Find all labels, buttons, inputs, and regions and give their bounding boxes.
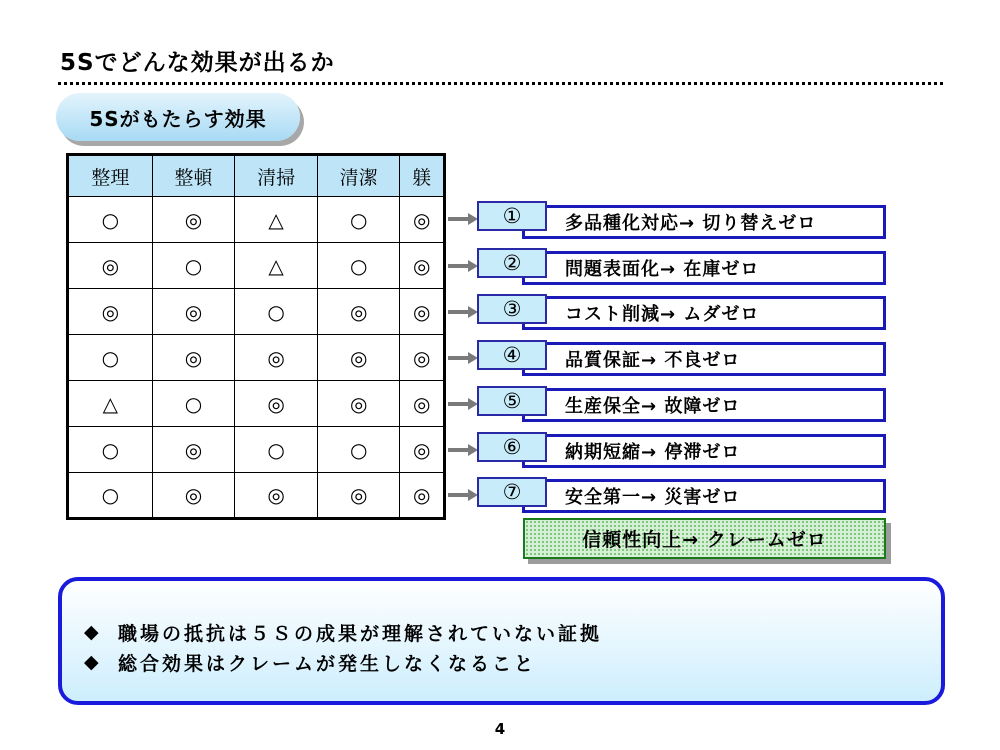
effect-box: 生産保全→ 故障ゼロ	[522, 388, 886, 422]
effect-box: 品質保証→ 不良ゼロ	[522, 342, 886, 376]
effect-box: 安全第一→ 災害ゼロ	[522, 479, 886, 513]
arrow-right-icon	[448, 397, 478, 411]
page-number: 4	[494, 720, 506, 738]
table-cell: ○	[152, 381, 235, 427]
table-cell: ◎	[152, 473, 235, 519]
effect-box: 多品種化対応→ 切り替えゼロ	[522, 205, 886, 239]
table-cell: ◎	[317, 381, 400, 427]
column-header: 清掃	[235, 155, 318, 197]
effect-number-badge: ④	[477, 340, 547, 370]
table-cell: ◎	[400, 197, 445, 243]
effect-number-badge: ③	[477, 294, 547, 324]
table-cell: ◎	[317, 289, 400, 335]
table-cell: ◎	[235, 381, 318, 427]
diamond-bullet-icon: ◆	[84, 621, 99, 643]
table-cell: △	[68, 381, 153, 427]
table-cell: ◎	[400, 243, 445, 289]
table-cell: ○	[68, 427, 153, 473]
table-cell: ○	[68, 197, 153, 243]
arrow-right-icon	[448, 488, 478, 502]
table-cell: ○	[152, 243, 235, 289]
table-cell: ○	[317, 243, 400, 289]
table-cell: ◎	[400, 289, 445, 335]
table-cell: ◎	[400, 335, 445, 381]
column-header: 整頓	[152, 155, 235, 197]
final-effect-box: 信頼性向上→ クレームゼロ	[523, 518, 886, 559]
table-cell: ◎	[152, 427, 235, 473]
table-cell: △	[235, 197, 318, 243]
arrow-right-icon	[448, 305, 478, 319]
title-divider	[58, 82, 943, 85]
column-header: 躾	[400, 155, 445, 197]
table-cell: ◎	[235, 473, 318, 519]
diamond-bullet-icon: ◆	[84, 651, 99, 673]
table-row	[68, 427, 445, 473]
effect-box: コスト削減→ ムダゼロ	[522, 296, 886, 330]
effect-box: 納期短縮→ 停滞ゼロ	[522, 434, 886, 468]
table-row	[68, 381, 445, 427]
effect-number-badge: ②	[477, 248, 547, 278]
column-header: 清潔	[317, 155, 400, 197]
table-row	[68, 243, 445, 289]
note-text: 総合効果はクレームが発生しなくなること	[118, 652, 537, 675]
table-cell: ○	[68, 335, 153, 381]
table-cell: △	[235, 243, 318, 289]
arrow-right-icon	[448, 443, 478, 457]
column-header: 整理	[68, 155, 153, 197]
5s-matrix-table	[66, 153, 446, 520]
table-cell: ◎	[152, 335, 235, 381]
table-cell: ○	[317, 427, 400, 473]
table-cell: ○	[68, 473, 153, 519]
table-header-row	[68, 155, 445, 197]
effect-box: 問題表面化→ 在庫ゼロ	[522, 251, 886, 285]
table-row	[68, 289, 445, 335]
note-text: 職場の抵抗は５Ｓの成果が理解されていない証拠	[118, 622, 603, 645]
table-cell: ◎	[68, 243, 153, 289]
table-cell: ◎	[152, 197, 235, 243]
note-item	[84, 647, 941, 677]
table-cell: ◎	[152, 289, 235, 335]
arrow-right-icon	[448, 259, 478, 273]
table-cell: ◎	[235, 335, 318, 381]
table-cell: ◎	[317, 335, 400, 381]
effect-number-badge: ⑥	[477, 432, 547, 462]
effect-number-badge: ⑦	[477, 477, 547, 507]
table-cell: ◎	[400, 427, 445, 473]
slide-title: 5Sでどんな効果が出るか	[60, 50, 335, 76]
note-item	[84, 617, 941, 647]
effect-number-badge: ①	[477, 201, 547, 231]
table-cell: ○	[235, 427, 318, 473]
table-cell: ◎	[400, 381, 445, 427]
table-cell: ◎	[68, 289, 153, 335]
section-label: 5Sがもたらす効果	[56, 93, 300, 141]
table-cell: ○	[235, 289, 318, 335]
table-cell: ◎	[400, 473, 445, 519]
table-row	[68, 197, 445, 243]
arrow-right-icon	[448, 351, 478, 365]
table-cell: ○	[317, 197, 400, 243]
table-row	[68, 473, 445, 519]
arrow-right-icon	[448, 212, 478, 226]
notes-box	[58, 577, 945, 705]
table-row	[68, 335, 445, 381]
table-cell: ◎	[317, 473, 400, 519]
effect-number-badge: ⑤	[477, 386, 547, 416]
